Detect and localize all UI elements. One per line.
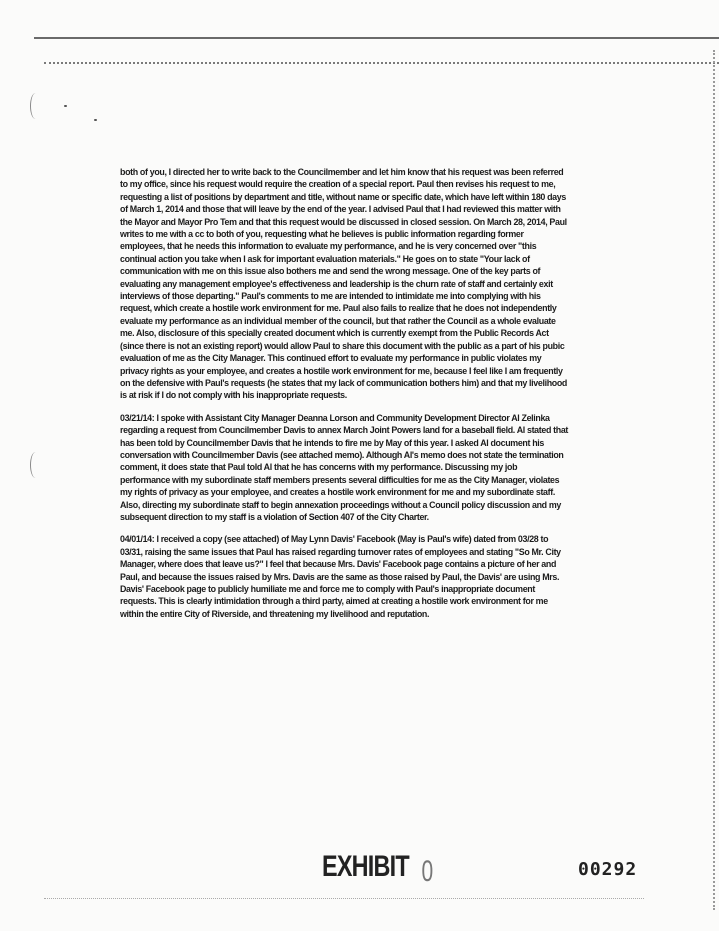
scan-speck xyxy=(94,119,97,121)
punch-hole-mark xyxy=(30,452,41,478)
memo-paragraph: 03/21/14: I spoke with Assistant City Manager Deanna Lorson and Community Development Director Al Zelinka regarding a request from Councilmember Davis to annex March Joint Powers land for a baseball field. Al stated that has been told by Councilmember Davis that he intends to fire me by May of this year. I asked Al document his conversation with Councilmember Davis (see attached memo). Although Al's memo does not state the termination comment, it does state that Paul told Al that he has concerns with my performance. Discussing my job performance with my subordinate staff members presents several difficulties for me as the City Manager, violates my rights of privacy as your employee, and creates a hostile work environment for me and my subordinate staff. Also, directing my subordinate staff to begin annexation proceedings without a Council policy discussion and my subsequent direction to my staff is a violation of Section 407 of the City Charter. xyxy=(120,412,569,522)
scan-speck xyxy=(64,105,67,107)
exhibit-number: 0 xyxy=(421,855,434,888)
bates-number: 00292 xyxy=(578,859,638,880)
scan-edge-dotted-line xyxy=(44,62,719,64)
exhibit-stamp: EXHIBIT xyxy=(322,850,409,883)
memo-body xyxy=(120,166,568,630)
scan-right-edge xyxy=(713,50,715,910)
punch-hole-mark xyxy=(30,93,41,119)
memo-paragraph: 04/01/14: I received a copy (see attached) of May Lynn Davis' Facebook (May is Paul's wife) dated from 03/28 to 03/31, raising the same issues that Paul has raised regarding turnover rates of employees and stating "So Mr. City Manager, where does that leave us?" I feel that because Mrs. Davis' Facebook page contains a picture of her and Paul, and because the issues raised by Mrs. Davis are the same as those raised by Paul, the Davis' are using Mrs. Davis' Facebook page to publicly humiliate me and force me to comply with Paul's inappropriate document requests. This is clearly intimidation through a third party, aimed at creating a hostile work environment for me within the entire City of Riverside, and threatening my livelihood and reputation. xyxy=(120,534,561,619)
memo-paragraph: both of you, I directed her to write back to the Councilmember and let him know that his request was been referred to my office, since his request would require the creation of a special report. Paul then revises his request to me, requesting a list of positions by department and title, without name or specific date, which have left within 180 days of March 1, 2014 and those that will leave by the end of the year. I advised Paul that I had reviewed this matter with the Mayor and Mayor Pro Tem and that this request would be discussed in closed session. On March 28, 2014, Paul writes to me with a cc to both of you, requesting what he believes is public information regarding former employees, that he needs this information to evaluate my performance, and he is very concerned over "this continual action you take when I ask for important evaluation materials." He goes on to state "Your lack of communication with me on this issue also bothers me and send the wrong message. One of the key parts of evaluating any management employee's effectiveness and leadership is the churn rate of staff and certainly exit interviews of those departing." Paul's comments to me are intended to intimidate me into complying with his request, which create a hostile work environment for me. Paul also fails to realize that he does not independently evaluate my performance as an individual member of the council, but that rather the Council as a whole evaluate me. Also, disclosure of this specially created document which is currently exempt from the Public Records Act (since there is not an existing report) would allow Paul to share this document with the public as a part of his pubic evaluation of me as the City Manager. This continued effort to evaluate my performance in public violates my privacy rights as your employee, and creates a hostile work environment for me, because I feel like I am frequently on the defensive with Paul's requests (he states that my lack of communication bothers him) and that my livelihood is at risk if I do not comply with his inappropriate requests. xyxy=(120,167,567,401)
scan-edge-line xyxy=(34,37,719,39)
scan-bottom-edge xyxy=(44,898,644,899)
